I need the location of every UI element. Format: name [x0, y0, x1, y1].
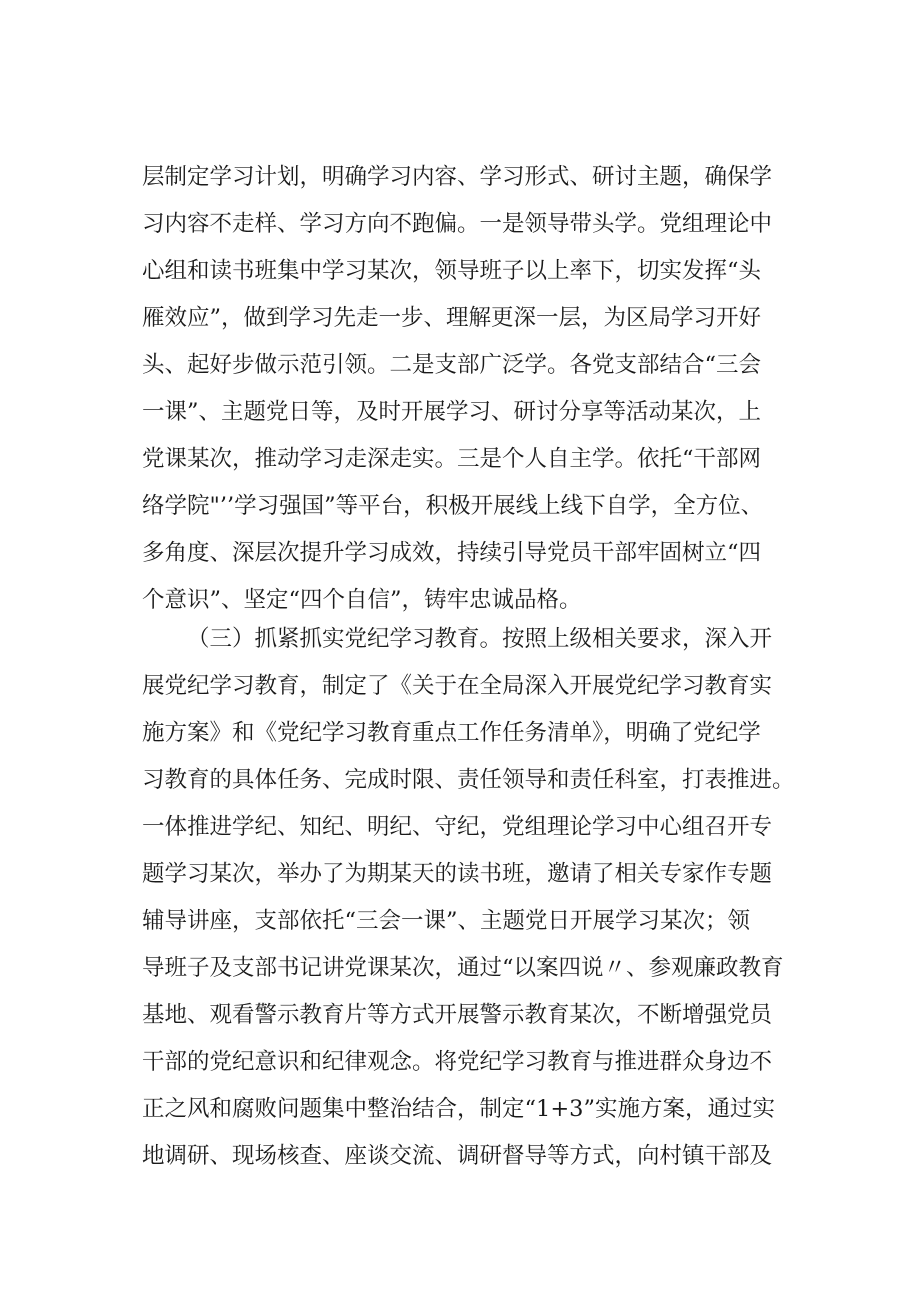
text-line: 头、起好步做示范引领。二是支部广泛学。各党支部结合“三会: [142, 352, 762, 378]
text-line: 个意识”、坚定“四个自信”，铸牢忠诚品格。: [142, 587, 582, 613]
text-line: 题学习某次，举办了为期某天的读书班，邀请了相关专家作专题: [142, 861, 773, 887]
paragraph-party-discipline-education: [142, 616, 797, 1180]
text-line: 习教育的具体任务、完成时限、责任领导和责任科室，打表推进。: [142, 767, 795, 793]
text-line: 施方案》和《党纪学习教育重点工作任务清单》，明确了党纪学: [142, 720, 761, 746]
text-line: 一课”、主题党日等，及时开展学习、研讨分享等活动某次，上: [142, 399, 762, 425]
text-line: 辅导讲座，支部依托“三会一课”、主题党日开展学习某次；领: [142, 908, 751, 934]
text-line: 雁效应”，做到学习先走一步、理解更深一层，为区局学习开好: [142, 305, 762, 331]
text-line: 习内容不走样、学习方向不跑偏。一是领导带头学。党组理论中: [142, 211, 773, 237]
section-heading-line: （三）抓紧抓实党纪学习教育。按照上级相关要求，深入开: [187, 626, 773, 652]
text-line: 地调研、现场核查、座谈交流、调研督导等方式，向村镇干部及: [142, 1143, 773, 1169]
text-line: 层制定学习计划，明确学习内容、学习形式、研讨主题，确保学: [142, 164, 773, 190]
text-line: 干部的党纪意识和纪律观念。将党纪学习教育与推进群众身边不: [142, 1049, 773, 1075]
text-line: 多角度、深层次提升学习成效，持续引导党员干部牢固树立“四: [142, 540, 762, 566]
text-line: 络学院"’’学习强国”等平台，积极开展线上线下自学，全方位、: [142, 493, 764, 519]
text-line: 展党纪学习教育，制定了《关于在全局深入开展党纪学习教育实: [142, 673, 773, 699]
text-line: 心组和读书班集中学习某次，领导班子以上率下，切实发挥“头: [142, 258, 762, 284]
text-line: 基地、观看警示教育片等方式开展警示教育某次，不断增强党员: [142, 1002, 773, 1028]
text-line: 导班子及支部书记讲党课某次，通过“以案四说〃、参观廉政教育: [142, 955, 784, 981]
text-line: 正之风和腐败问题集中整治结合，制定“1+3”实施方案，通过实: [142, 1096, 775, 1122]
text-line: 党课某次，推动学习走深走实。三是个人自主学。依托“干部网: [142, 446, 762, 472]
text-line: 一体推进学纪、知纪、明纪、守纪，党组理论学习中心组召开专: [142, 814, 773, 840]
paragraph-study-plan: [142, 154, 797, 624]
